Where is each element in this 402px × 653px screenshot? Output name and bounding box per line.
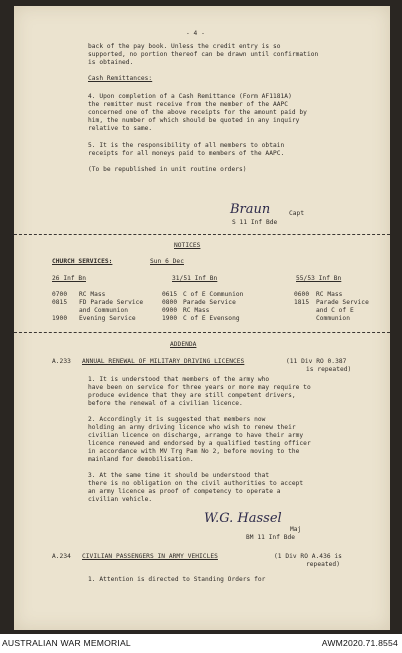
paragraph-line: have been on service for three years or more may require to (88, 384, 311, 391)
document-page (14, 6, 390, 630)
paragraph-line: 3. At the same time it should be understood that (88, 472, 270, 479)
paragraph-line: 5. It is the responsibility of all members to obtain (88, 142, 285, 149)
paragraph-line: 1. Attention is directed to Standing Orders for (88, 576, 266, 583)
paragraph-line: before the renewal of a civilian licence. (88, 400, 243, 407)
page-number: - 4 - (186, 30, 205, 37)
service-time: 1900 (162, 315, 178, 322)
item-title: CIVILIAN PASSENGERS IN ARMY VEHICLES (82, 553, 218, 560)
service-date: Sun 6 Dec (150, 258, 184, 265)
service-item: RC Mass (79, 291, 106, 298)
paragraph-line: the remitter must receive from the member of the AAPC (88, 101, 289, 108)
service-item: Communion (316, 315, 350, 322)
divider (14, 234, 390, 235)
service-item: and Communion (79, 307, 129, 314)
paragraph-line: receipts for all moneys paid to members of the AAPC. (88, 150, 285, 157)
service-item: Evening Service (79, 315, 136, 322)
signature-unit: BM 11 Inf Bde (246, 534, 296, 541)
paragraph-line: produce evidence that they are still competent drivers, (88, 392, 296, 399)
service-item: C of E Evensong (183, 315, 240, 322)
item-number: A.233 (52, 358, 71, 365)
service-time: 0600 (294, 291, 310, 298)
service-time: 0615 (162, 291, 178, 298)
paragraph-line: licence renewed and endorsed by a qualified testing officer (88, 440, 311, 447)
column-header: 31/51 Inf Bn (172, 275, 218, 282)
signature-unit: S 11 Inf Bde (232, 219, 278, 226)
service-item: and C of E (316, 307, 354, 314)
service-item: RC Mass (183, 307, 210, 314)
service-time: 1815 (294, 299, 310, 306)
paragraph-line: an army licence as proof of competency to operate a (88, 488, 281, 495)
service-time: 0800 (162, 299, 178, 306)
church-services-label: CHURCH SERVICES: (52, 258, 113, 265)
signature-1: Braun (230, 202, 271, 217)
body-line: supported, no portion thereof can be drawn until confirmation (88, 51, 319, 58)
item-reference: is repeated) (306, 366, 352, 373)
paragraph-line: civilian licence on discharge, arrange to have their army (88, 432, 304, 439)
republish-note: (To be republished in unit routine orders) (88, 166, 247, 173)
service-item: FD Parade Service (79, 299, 144, 306)
item-title: ANNUAL RENEWAL OF MILITARY DRIVING LICENCES (82, 358, 245, 365)
service-item: Parade Service (316, 299, 369, 306)
signature-rank: Capt (289, 210, 305, 217)
item-reference: repeated) (306, 561, 340, 568)
paragraph-line: 2. Accordingly it is suggested that members now (88, 416, 266, 423)
service-time: 0900 (162, 307, 178, 314)
item-reference: (1 Div RO A.436 is (274, 553, 342, 560)
paragraph-line: civilian vehicle. (88, 496, 153, 503)
signature-rank: Maj (290, 526, 302, 533)
addenda-heading: ADDENDA (170, 341, 197, 348)
service-time: 0700 (52, 291, 68, 298)
item-reference: (11 Div RO 0.387 (286, 358, 347, 365)
body-line: is obtained. (88, 59, 134, 66)
column-header: 26 Inf Bn (52, 275, 86, 282)
paragraph-line: 4. Upon completion of a Cash Remittance (Form AF1181A) (88, 93, 292, 100)
body-line: back of the pay book. Unless the credit entry is so (88, 43, 281, 50)
paragraph-line: 1. It is understood that members of the army who (88, 376, 270, 383)
service-item: RC Mass (316, 291, 343, 298)
paragraph-line: concerned one of the above receipts for the amount paid by (88, 109, 307, 116)
paragraph-line: mainland for demobilisation. (88, 456, 194, 463)
paragraph-line: holding an army driving licence who wish to renew their (88, 424, 296, 431)
service-time: 1900 (52, 315, 68, 322)
item-number: A.234 (52, 553, 71, 560)
footer-institution: AUSTRALIAN WAR MEMORIAL (2, 638, 131, 648)
signature-2: W.G. Hassel (204, 511, 282, 526)
notices-heading: NOTICES (174, 242, 201, 249)
service-time: 0815 (52, 299, 68, 306)
paragraph-line: there is no obligation on the civil authorities to accept (88, 480, 304, 487)
footer-accession-number: AWM2020.71.8554 (321, 638, 398, 648)
divider (14, 332, 390, 333)
section-heading: Cash Remittances: (88, 75, 153, 82)
service-item: C of E Communion (183, 291, 244, 298)
paragraph-line: in accordance with MV Trg Pam No 2, before moving to the (88, 448, 300, 455)
paragraph-line: relative to same. (88, 125, 153, 132)
service-item: Parade Service (183, 299, 236, 306)
column-header: 55/53 Inf Bn (296, 275, 342, 282)
paragraph-line: him, the number of which should be quoted in any inquiry (88, 117, 300, 124)
